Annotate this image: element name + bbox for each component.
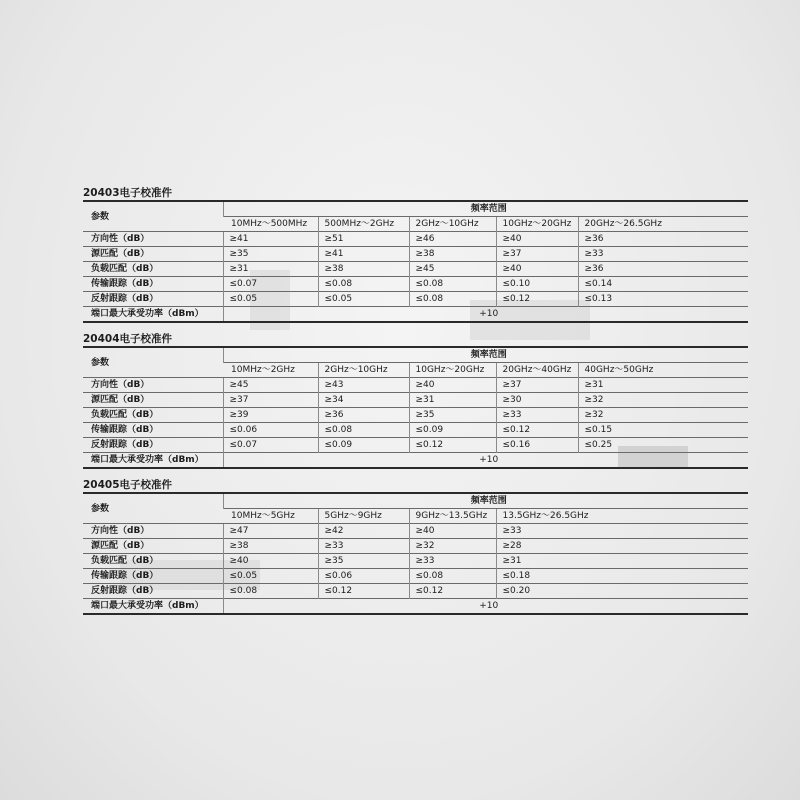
table-title: 20403电子校准件 bbox=[83, 187, 173, 199]
cell-value: ≥40 bbox=[409, 378, 496, 393]
cell-value: ≤0.08 bbox=[409, 277, 496, 292]
cell-value: ≥46 bbox=[409, 232, 496, 247]
band-header: 5GHz～9GHz bbox=[318, 509, 409, 524]
cell-value: ≤0.12 bbox=[409, 438, 496, 453]
freq-header: 频率范围 bbox=[223, 201, 748, 217]
cell-value: ≥34 bbox=[318, 393, 409, 408]
cell-value: ≤0.08 bbox=[318, 277, 409, 292]
table-row bbox=[83, 277, 748, 292]
cell-value: ≤0.13 bbox=[578, 292, 748, 307]
band-header: 10MHz～500MHz bbox=[223, 217, 318, 232]
cell-value: ≥35 bbox=[318, 554, 409, 569]
param-header: 参数 bbox=[83, 347, 223, 378]
cell-value: ≤0.12 bbox=[496, 292, 578, 307]
band-header: 10GHz～20GHz bbox=[496, 217, 578, 232]
cell-value: ≤0.15 bbox=[578, 423, 748, 438]
cell-value: ≥41 bbox=[318, 247, 409, 262]
table-row bbox=[83, 524, 748, 539]
cell-value: ≥31 bbox=[223, 262, 318, 277]
cell-value: ≤0.05 bbox=[223, 569, 318, 584]
cell-value: ≤0.06 bbox=[223, 423, 318, 438]
cell-value: ≤0.09 bbox=[409, 423, 496, 438]
row-label: 源匹配（dB） bbox=[83, 393, 223, 408]
row-label: 负载匹配（dB） bbox=[83, 408, 223, 423]
table-row bbox=[83, 423, 748, 438]
cell-value: ≥41 bbox=[223, 232, 318, 247]
cell-value: ≥40 bbox=[496, 262, 578, 277]
band-header: 2GHz～10GHz bbox=[409, 217, 496, 232]
power-value: +10 bbox=[223, 453, 748, 469]
cell-value: ≥33 bbox=[409, 554, 496, 569]
row-label: 负载匹配（dB） bbox=[83, 554, 223, 569]
band-header: 10GHz～20GHz bbox=[409, 363, 496, 378]
cell-value: ≤0.07 bbox=[223, 277, 318, 292]
cell-value: ≤0.12 bbox=[318, 584, 409, 599]
cell-value: ≥31 bbox=[496, 554, 748, 569]
cell-value: ≤0.18 bbox=[496, 569, 748, 584]
param-header: 参数 bbox=[83, 201, 223, 232]
cell-value: ≥35 bbox=[223, 247, 318, 262]
table-title: 20404电子校准件 bbox=[83, 333, 173, 345]
cell-value: ≥40 bbox=[409, 524, 496, 539]
cell-value: ≤0.25 bbox=[578, 438, 748, 453]
table-row bbox=[83, 599, 748, 615]
table-row bbox=[83, 539, 748, 554]
table-row bbox=[83, 438, 748, 453]
spec-table bbox=[83, 200, 748, 323]
band-header: 10MHz～5GHz bbox=[223, 509, 318, 524]
cell-value: ≤0.12 bbox=[409, 584, 496, 599]
table-row bbox=[83, 393, 748, 408]
cell-value: ≥31 bbox=[578, 378, 748, 393]
row-label: 源匹配（dB） bbox=[83, 247, 223, 262]
row-label: 负载匹配（dB） bbox=[83, 262, 223, 277]
cell-value: ≤0.10 bbox=[496, 277, 578, 292]
row-label: 传输跟踪（dB） bbox=[83, 277, 223, 292]
power-value: +10 bbox=[223, 599, 748, 615]
row-label: 反射跟踪（dB） bbox=[83, 438, 223, 453]
power-label: 端口最大承受功率（dBm） bbox=[83, 599, 223, 615]
row-label: 反射跟踪（dB） bbox=[83, 584, 223, 599]
cell-value: ≥36 bbox=[578, 232, 748, 247]
power-label: 端口最大承受功率（dBm） bbox=[83, 453, 223, 469]
cell-value: ≥32 bbox=[578, 393, 748, 408]
cell-value: ≥40 bbox=[496, 232, 578, 247]
freq-header: 频率范围 bbox=[223, 493, 748, 509]
cell-value: ≤0.08 bbox=[409, 292, 496, 307]
cell-value: ≤0.08 bbox=[409, 569, 496, 584]
spec-table bbox=[83, 492, 748, 615]
table-row bbox=[83, 247, 748, 262]
table-row bbox=[83, 232, 748, 247]
cell-value: ≤0.14 bbox=[578, 277, 748, 292]
row-label: 传输跟踪（dB） bbox=[83, 423, 223, 438]
cell-value: ≤0.05 bbox=[318, 292, 409, 307]
cell-value: ≤0.12 bbox=[496, 423, 578, 438]
cell-value: ≥37 bbox=[496, 378, 578, 393]
cell-value: ≥47 bbox=[223, 524, 318, 539]
cell-value: ≥32 bbox=[578, 408, 748, 423]
cell-value: ≥51 bbox=[318, 232, 409, 247]
table-section-20403 bbox=[83, 186, 748, 323]
band-header: 40GHz～50GHz bbox=[578, 363, 748, 378]
freq-header: 频率范围 bbox=[223, 347, 748, 363]
table-row bbox=[83, 307, 748, 323]
table-row bbox=[83, 453, 748, 469]
cell-value: ≥30 bbox=[496, 393, 578, 408]
cell-value: ≤0.08 bbox=[318, 423, 409, 438]
row-label: 方向性（dB） bbox=[83, 232, 223, 247]
cell-value: ≥38 bbox=[409, 247, 496, 262]
table-section-20404 bbox=[83, 332, 748, 469]
table-row bbox=[83, 554, 748, 569]
band-header: 10MHz～2GHz bbox=[223, 363, 318, 378]
table-row bbox=[83, 408, 748, 423]
cell-value: ≥42 bbox=[318, 524, 409, 539]
band-header: 20GHz～40GHz bbox=[496, 363, 578, 378]
table-title: 20405电子校准件 bbox=[83, 479, 173, 491]
table-row bbox=[83, 378, 748, 393]
cell-value: ≤0.06 bbox=[318, 569, 409, 584]
cell-value: ≥45 bbox=[409, 262, 496, 277]
power-value: +10 bbox=[223, 307, 748, 323]
cell-value: ≥28 bbox=[496, 539, 748, 554]
cell-value: ≥33 bbox=[318, 539, 409, 554]
band-header: 9GHz～13.5GHz bbox=[409, 509, 496, 524]
cell-value: ≥37 bbox=[496, 247, 578, 262]
band-header: 13.5GHz～26.5GHz bbox=[496, 509, 748, 524]
cell-value: ≥43 bbox=[318, 378, 409, 393]
band-header: 500MHz～2GHz bbox=[318, 217, 409, 232]
cell-value: ≥31 bbox=[409, 393, 496, 408]
table-section-20405 bbox=[83, 478, 748, 615]
cell-value: ≥38 bbox=[318, 262, 409, 277]
cell-value: ≤0.09 bbox=[318, 438, 409, 453]
band-header: 20GHz～26.5GHz bbox=[578, 217, 748, 232]
cell-value: ≥36 bbox=[578, 262, 748, 277]
cell-value: ≥32 bbox=[409, 539, 496, 554]
row-label: 方向性（dB） bbox=[83, 524, 223, 539]
table-row bbox=[83, 584, 748, 599]
cell-value: ≤0.07 bbox=[223, 438, 318, 453]
cell-value: ≥33 bbox=[496, 408, 578, 423]
row-label: 传输跟踪（dB） bbox=[83, 569, 223, 584]
row-label: 反射跟踪（dB） bbox=[83, 292, 223, 307]
table-row bbox=[83, 292, 748, 307]
cell-value: ≥36 bbox=[318, 408, 409, 423]
cell-value: ≥37 bbox=[223, 393, 318, 408]
table-row bbox=[83, 569, 748, 584]
cell-value: ≥33 bbox=[578, 247, 748, 262]
cell-value: ≥33 bbox=[496, 524, 748, 539]
cell-value: ≤0.08 bbox=[223, 584, 318, 599]
spec-table bbox=[83, 346, 748, 469]
cell-value: ≥39 bbox=[223, 408, 318, 423]
cell-value: ≥38 bbox=[223, 539, 318, 554]
cell-value: ≥35 bbox=[409, 408, 496, 423]
cell-value: ≥40 bbox=[223, 554, 318, 569]
row-label: 源匹配（dB） bbox=[83, 539, 223, 554]
cell-value: ≤0.20 bbox=[496, 584, 748, 599]
cell-value: ≤0.05 bbox=[223, 292, 318, 307]
table-row bbox=[83, 262, 748, 277]
param-header: 参数 bbox=[83, 493, 223, 524]
cell-value: ≥45 bbox=[223, 378, 318, 393]
row-label: 方向性（dB） bbox=[83, 378, 223, 393]
band-header: 2GHz～10GHz bbox=[318, 363, 409, 378]
power-label: 端口最大承受功率（dBm） bbox=[83, 307, 223, 323]
cell-value: ≤0.16 bbox=[496, 438, 578, 453]
